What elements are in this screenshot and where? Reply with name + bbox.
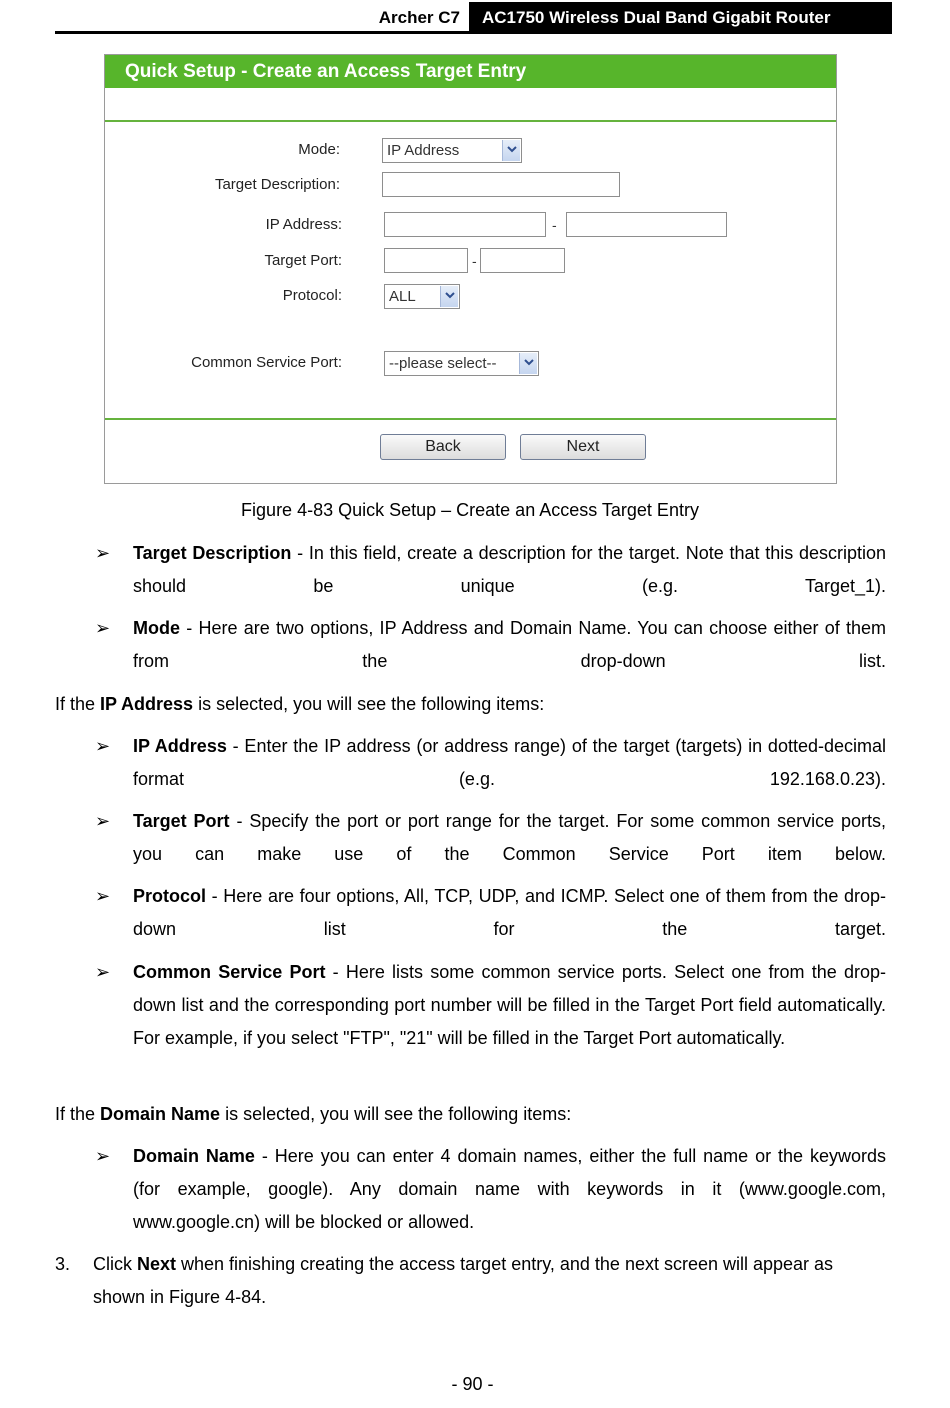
common-service-port-select[interactable] (384, 351, 539, 376)
arrow-bullet-icon: ➢ (95, 543, 111, 563)
chevron-down-icon (502, 140, 520, 161)
term: Target Description (133, 543, 292, 563)
domain-name-intro: If the Domain Name is selected, you will see the following items: (55, 1104, 572, 1124)
target-description-label: Target Description: (214, 176, 340, 193)
top-separator (105, 120, 836, 122)
protocol-label: Protocol: (282, 287, 342, 304)
common-service-port-label: Common Service Port: (191, 354, 342, 371)
port-range-separator: - (472, 253, 477, 269)
step-number: 3. (55, 1254, 71, 1274)
bullet-protocol: ➢ Protocol - Here are four options, All, TCP, UDP, and ICMP. Select one of them from the drop-down list for the target. (133, 880, 886, 946)
protocol-select-value: ALL (389, 288, 416, 305)
mode-label: Mode: (298, 141, 340, 158)
bullet-ip-address: ➢ IP Address - Enter the IP address (or address range) of the target (targets) in dotted-decimal format (e.g. 192.168.0.23). (133, 730, 886, 796)
bullet-target-port: ➢ Target Port - Specify the port or port range for the target. For some common service ports, you can make use of the Common Service Port item below. (133, 805, 886, 871)
target-description-input[interactable] (382, 172, 620, 197)
bullet-mode: ➢ Mode - Here are two options, IP Address and Domain Name. You can choose either of them from the drop-down list. (133, 612, 886, 678)
arrow-bullet-icon: ➢ (95, 618, 111, 638)
ip-address-label: IP Address: (265, 216, 342, 233)
term: Common Service Port (133, 962, 326, 982)
page-number: - 90 - (451, 1374, 494, 1394)
arrow-bullet-icon: ➢ (95, 736, 111, 756)
term: IP Address (133, 736, 227, 756)
header-model: Archer C7 (378, 8, 460, 27)
next-button[interactable]: Next (520, 434, 646, 460)
common-service-port-value: --please select-- (389, 355, 497, 372)
figure-caption: Figure 4-83 Quick Setup – Create an Access Target Entry (241, 500, 699, 520)
bullet-target-description: ➢ Target Description - In this field, create a description for the target. Note that this description should be unique (e.g. Target_1). (133, 537, 886, 603)
bottom-separator (105, 418, 836, 420)
ip-end-input[interactable] (566, 212, 727, 237)
target-port-label: Target Port: (264, 252, 342, 269)
mode-select[interactable] (382, 138, 522, 163)
bullet-domain-name: ➢ Domain Name - Here you can enter 4 domain names, either the full name or the keywords (for example, google). Any domain name with keywords in it (www.google.com, www.google.cn) will be blocked or allowed. (133, 1140, 886, 1239)
ip-address-intro: If the IP Address is selected, you will see the following items: (55, 694, 545, 714)
ip-range-separator: - (552, 217, 557, 233)
term: Mode (133, 618, 180, 638)
header-title: AC1750 Wireless Dual Band Gigabit Router (469, 2, 892, 33)
back-button[interactable]: Back (380, 434, 506, 460)
arrow-bullet-icon: ➢ (95, 811, 111, 831)
ip-start-input[interactable] (384, 212, 546, 237)
step-3: 3. Click Next when finishing creating the access target entry, and the next screen will appear as shown in Figure 4-84. (55, 1248, 886, 1314)
arrow-bullet-icon: ➢ (95, 962, 111, 982)
term: Domain Name (133, 1146, 255, 1166)
port-end-input[interactable] (480, 248, 565, 273)
port-start-input[interactable] (384, 248, 468, 273)
term: Protocol (133, 886, 207, 906)
quick-setup-screenshot (104, 54, 837, 484)
bullet-common-service-port: ➢ Common Service Port - Here lists some common service ports. Select one from the drop-down list and the corresponding port number will be filled in the Target Port field automatically. For example, if you select "FTP", "21" will be filled in the Target Port automatically. (133, 956, 886, 1055)
term: Target Port (133, 811, 230, 831)
protocol-select[interactable] (384, 284, 460, 309)
arrow-bullet-icon: ➢ (95, 1146, 111, 1166)
arrow-bullet-icon: ➢ (95, 886, 111, 906)
header-rule (55, 31, 892, 34)
chevron-down-icon (440, 286, 458, 307)
chevron-down-icon (519, 353, 537, 374)
screenshot-title: Quick Setup - Create an Access Target Entry (105, 55, 836, 88)
mode-select-value: IP Address (387, 142, 460, 159)
